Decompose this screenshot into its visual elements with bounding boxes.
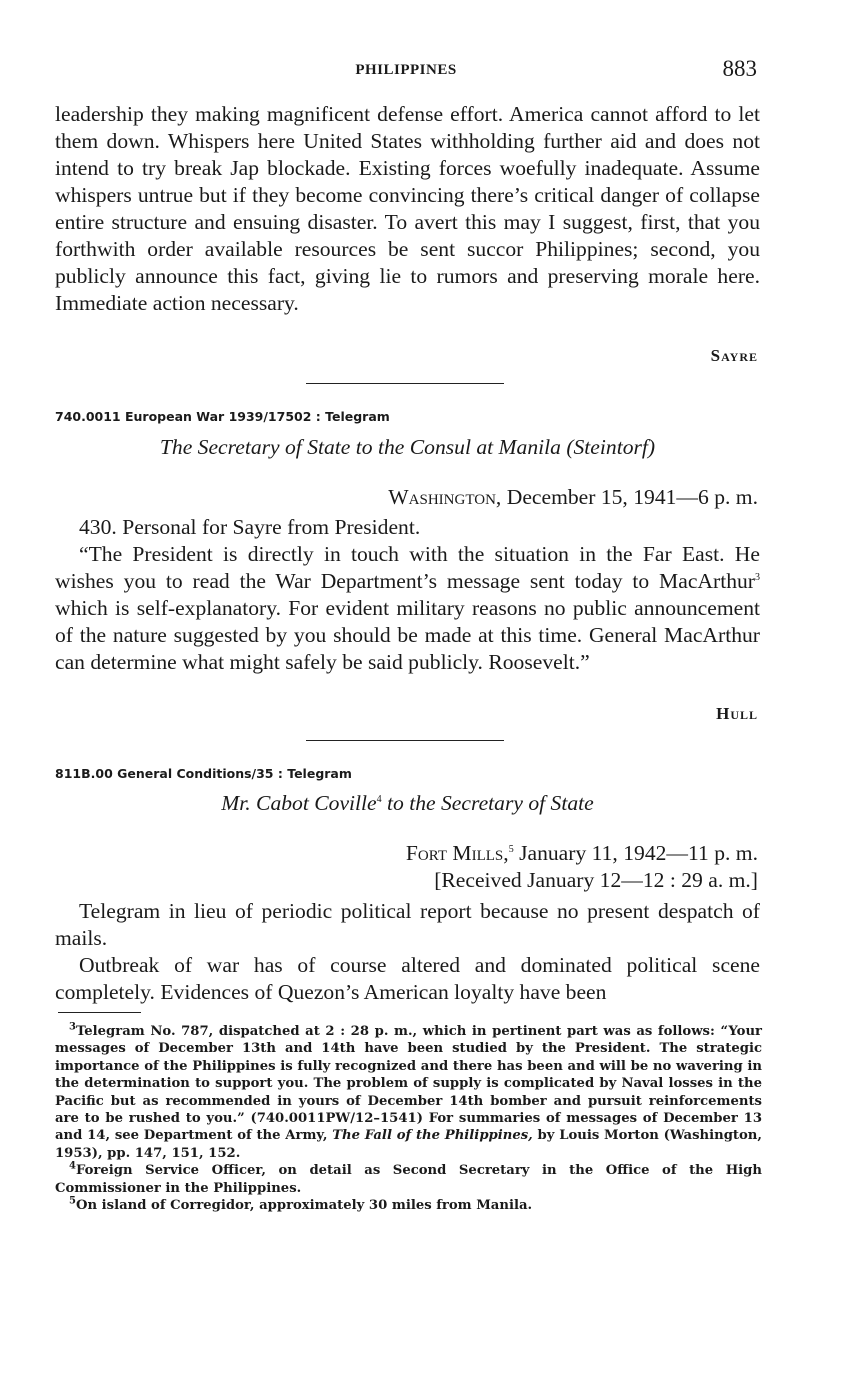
message-body-part-1: “The President is directly in touch with the situation in the Far East. He wishes you to read the War Department’s message sent today to MacArthur [55, 542, 760, 593]
footnotes [55, 1023, 762, 1214]
footnote-mark: 4 [69, 1160, 76, 1172]
footnote-mark: 3 [69, 1021, 76, 1033]
section-divider [306, 740, 504, 741]
message-body-part-2: which is self-explanatory. For evident military reasons no public announcement of the nature suggested by you should be made at this time. General MacArthur can determine what might safely be said publicly. Roosevelt.” [55, 596, 760, 674]
dateline-place: Washington, [388, 485, 502, 509]
file-reference: 740.0011 European War 1939/17502 : Telegram [55, 409, 390, 424]
dateline-place: Fort Mills, [405, 841, 509, 865]
running-head [55, 56, 757, 88]
footnote-divider [58, 1012, 141, 1013]
footnote-ref-4: 4 [376, 793, 382, 805]
signature-hull: Hull [716, 704, 758, 723]
footnote-3 [55, 1023, 762, 1162]
file-reference: 811B.00 General Conditions/35 : Telegram [55, 766, 352, 781]
footnote-5 [55, 1197, 762, 1214]
received-line: [Received January 12—12 : 29 a. m.] [434, 868, 758, 892]
footnote-4 [55, 1162, 762, 1197]
document-heading: The Secretary of State to the Consul at Manila (Steintorf) [159, 435, 656, 459]
heading-part-2: to the Secretary of State [381, 791, 594, 815]
signature-sayre: Sayre [710, 346, 758, 365]
dateline [388, 484, 758, 511]
section-divider [306, 383, 504, 384]
report-paragraph: Outbreak of war has of course altered and dominated political scene completely. Evidences of Quezon’s American loyalty have been [55, 953, 760, 1004]
document-heading [55, 791, 760, 816]
footnote-text: On island of Corregidor, approximately 30 miles from Manila. [75, 1198, 533, 1214]
dateline [406, 840, 758, 867]
footnote-text: Foreign Service Officer, on detail as Second Secretary in the Office of the High Commissioner in the Philippines. [55, 1163, 762, 1196]
dateline-date: December 15, 1941—6 p. m. [506, 485, 758, 509]
page-number: 883 [722, 56, 757, 81]
footnote-ref-5: 5 [508, 843, 514, 855]
dateline-date: January 11, 1942—11 p. m. [513, 841, 758, 865]
running-head-title: PHILIPPINES [355, 62, 457, 78]
footnote-book-title: The Fall of the Philippines, [332, 1128, 533, 1144]
continued-paragraph: leadership they making magnificent defense effort. America cannot afford to let them down. Whispers here United States withholding further aid and does not intend to try break Jap blockade. Existing forces woefully inadequate. Assume whispers untrue but if they become convincing there’s critical danger of collapse entire structure and ensuing disaster. To avert this may I suggest, first, that you forthwith order available resources be sent succor Philippines; second, you publicly announce this fact, giving lie to rumors and preserving morale here. Immediate action necessary. [55, 102, 760, 315]
footnote-mark: 5 [69, 1195, 76, 1207]
report-paragraph: Telegram in lieu of periodic political report because no present despatch of mails. [55, 899, 760, 950]
heading-part-1: Mr. Cabot Coville [221, 791, 377, 815]
footnote-text: by Louis Morton (Washington, 1953), pp. 147, 151, 152. [55, 1128, 762, 1161]
footnote-ref-3: 3 [755, 571, 760, 583]
message-number-line: 430. Personal for Sayre from President. [79, 515, 421, 539]
footnote-text: Telegram No. 787, dispatched at 2 : 28 p. m., which in pertinent part was as follows: “Your messages of December 13th and 14th have been studied by the President. The strategic importance of the Philippines is fully recognized and there has been and will be no wavering in the determination to support you. The problem of supply is complicated by Naval losses in the Pacific but as recommended in yours of December 14th bomber and pursuit reinforcements are to be rushed to you.” (740.0011PW/12–1541) For summaries of messages of December 13 and 14, see Department of the Army, [55, 1024, 762, 1144]
message-body [55, 541, 760, 676]
